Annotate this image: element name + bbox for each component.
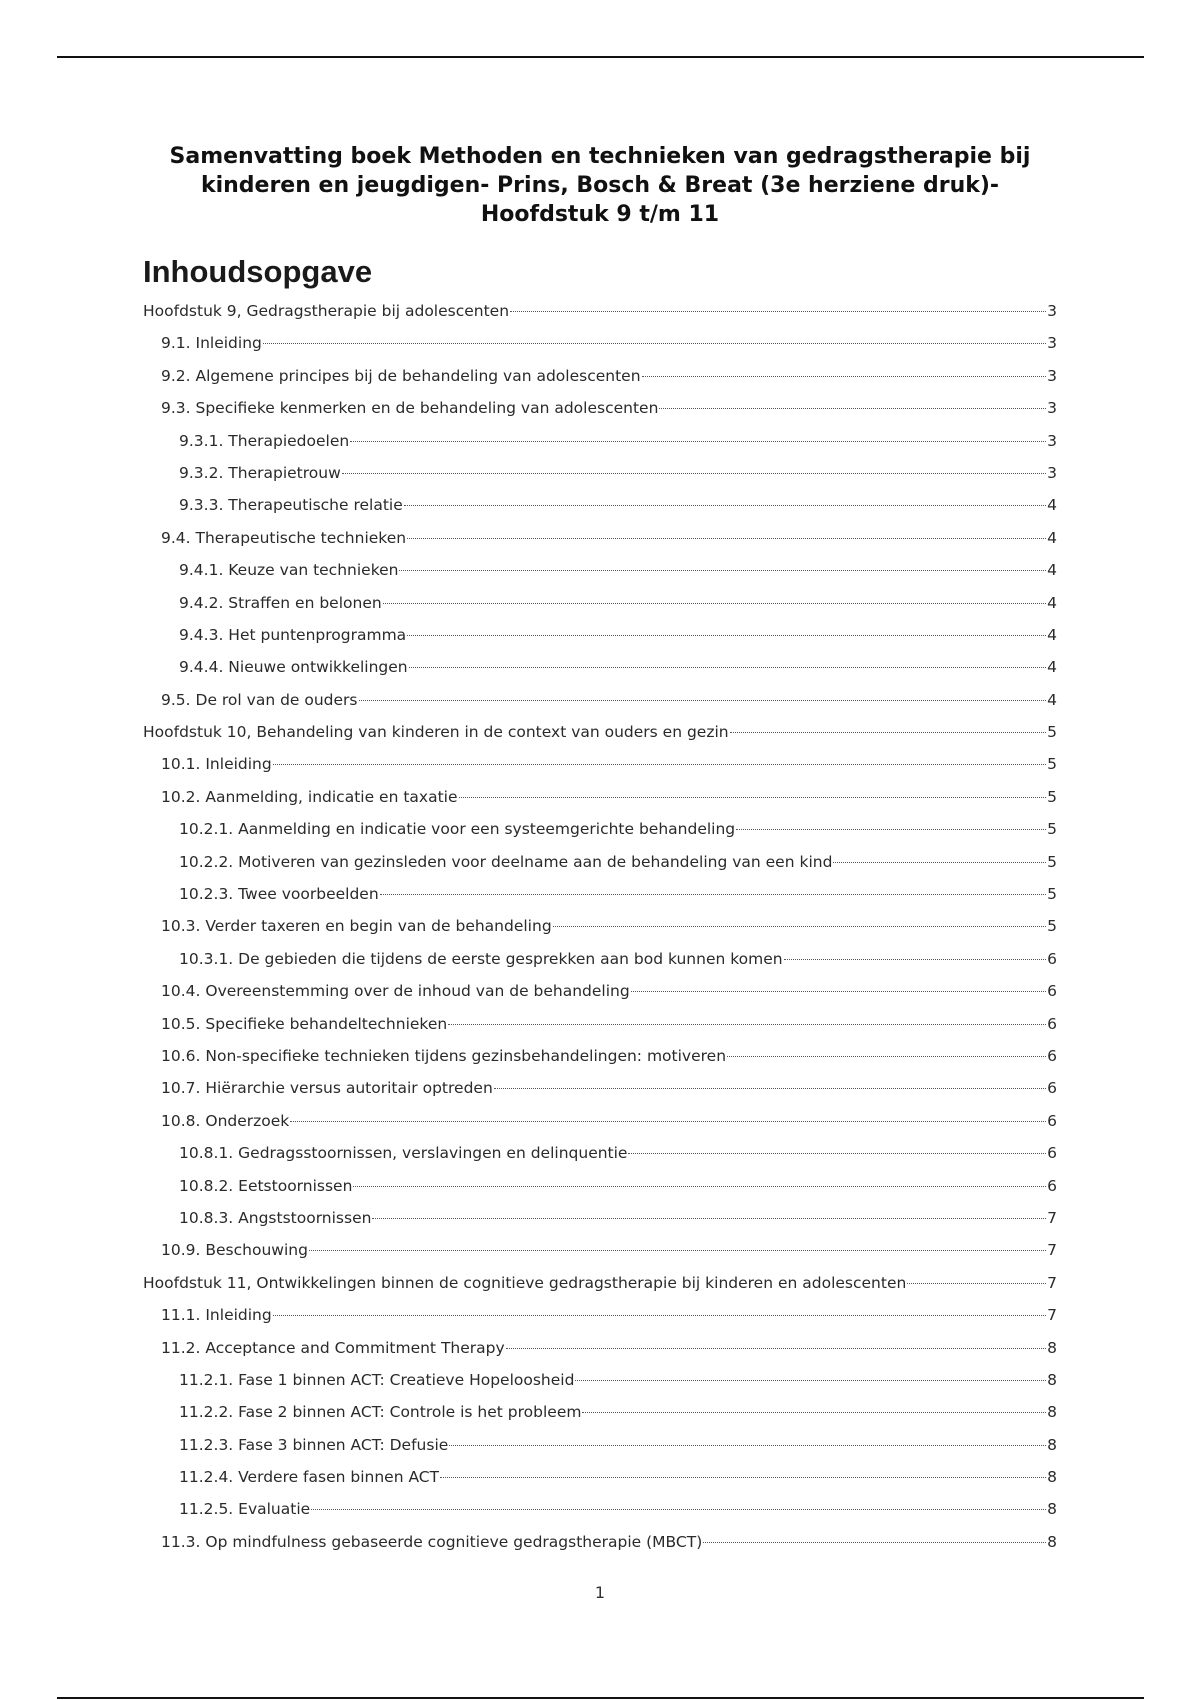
toc-entry[interactable] xyxy=(143,1144,1057,1176)
toc-entry-page: 8 xyxy=(1047,1500,1057,1519)
toc-entry-title: 10.4. Overeenstemming over de inhoud van de behandeling xyxy=(161,982,630,1001)
toc-entry[interactable] xyxy=(143,982,1057,1014)
toc-entry[interactable] xyxy=(143,885,1057,917)
toc-leader-dots xyxy=(263,343,1046,344)
toc-entry-page: 4 xyxy=(1047,593,1057,612)
toc-entry-title: 11.2.4. Verdere fasen binnen ACT xyxy=(179,1468,440,1487)
toc-entry-title: 10.2.1. Aanmelding en indicatie voor een systeemgerichte behandeling xyxy=(179,820,736,839)
toc-entry-page: 6 xyxy=(1047,1014,1057,1033)
toc-entry-title: 11.1. Inleiding xyxy=(161,1306,272,1325)
toc-entry[interactable] xyxy=(143,723,1057,755)
toc-entry-title: 10.8.1. Gedragsstoornissen, verslavingen en delinquentie xyxy=(179,1144,628,1163)
toc-leader-dots xyxy=(727,1056,1046,1057)
toc-leader-dots xyxy=(273,764,1046,765)
toc-entry-page: 5 xyxy=(1047,885,1057,904)
toc-entry[interactable] xyxy=(143,464,1057,496)
toc-entry-title: 9.2. Algemene principes bij de behandeling van adolescenten xyxy=(161,366,641,385)
toc-leader-dots xyxy=(409,667,1046,668)
toc-entry[interactable] xyxy=(143,1112,1057,1144)
toc-leader-dots xyxy=(582,1412,1046,1413)
toc-entry-title: 10.9. Beschouwing xyxy=(161,1241,308,1260)
toc-entry-page: 6 xyxy=(1047,1111,1057,1130)
toc-entry-page: 3 xyxy=(1047,366,1057,385)
toc-entry[interactable] xyxy=(143,1533,1057,1565)
toc-entry-page: 5 xyxy=(1047,917,1057,936)
toc-entry-title: 9.3. Specifieke kenmerken en de behandeling van adolescenten xyxy=(161,399,659,418)
toc-entry-page: 6 xyxy=(1047,982,1057,1001)
toc-entry-page: 4 xyxy=(1047,561,1057,580)
document-title-line: Hoofdstuk 9 t/m 11 xyxy=(480,202,720,227)
toc-entry-title: 10.2. Aanmelding, indicatie en taxatie xyxy=(161,787,458,806)
toc-entry[interactable] xyxy=(143,1306,1057,1338)
toc-entry-title: 10.2.2. Motiveren van gezinsleden voor deelname aan de behandeling van een kind xyxy=(179,852,833,871)
toc-entry[interactable] xyxy=(143,626,1057,658)
table-of-contents xyxy=(143,302,1057,1565)
toc-entry-page: 5 xyxy=(1047,787,1057,806)
toc-entry-title: 9.5. De rol van de ouders xyxy=(161,690,358,709)
toc-entry-page: 4 xyxy=(1047,528,1057,547)
toc-leader-dots xyxy=(342,473,1046,474)
toc-entry-page: 5 xyxy=(1047,852,1057,871)
toc-leader-dots xyxy=(907,1283,1046,1284)
toc-entry[interactable] xyxy=(143,1468,1057,1500)
top-rule xyxy=(57,56,1144,58)
toc-entry-title: 10.6. Non-specifieke technieken tijdens gezinsbehandelingen: motiveren xyxy=(161,1046,727,1065)
toc-entry[interactable] xyxy=(143,658,1057,690)
toc-entry-title: 9.3.2. Therapietrouw xyxy=(179,463,341,482)
toc-entry[interactable] xyxy=(143,561,1057,593)
toc-entry[interactable] xyxy=(143,529,1057,561)
toc-entry-title: 9.1. Inleiding xyxy=(161,334,262,353)
toc-leader-dots xyxy=(784,959,1047,960)
toc-entry-page: 7 xyxy=(1047,1273,1057,1292)
toc-leader-dots xyxy=(833,862,1046,863)
toc-entry-title: Hoofdstuk 10, Behandeling van kinderen in de context van ouders en gezin xyxy=(143,723,729,742)
toc-entry[interactable] xyxy=(143,1015,1057,1047)
toc-entry[interactable] xyxy=(143,1177,1057,1209)
toc-entry-title: 10.3.1. De gebieden die tijdens de eerste gesprekken aan bod kunnen komen xyxy=(179,949,783,968)
toc-entry[interactable] xyxy=(143,1403,1057,1435)
toc-leader-dots xyxy=(404,505,1046,506)
toc-entry-page: 8 xyxy=(1047,1403,1057,1422)
toc-leader-dots xyxy=(736,829,1046,830)
toc-entry-page: 8 xyxy=(1047,1370,1057,1389)
toc-entry-page: 4 xyxy=(1047,690,1057,709)
toc-leader-dots xyxy=(290,1121,1046,1122)
toc-entry[interactable] xyxy=(143,367,1057,399)
toc-entry[interactable] xyxy=(143,1500,1057,1532)
toc-leader-dots xyxy=(311,1509,1046,1510)
document-title-line: Samenvatting boek Methoden en technieken van gedragstherapie bij xyxy=(169,144,1031,169)
toc-entry-title: 10.8.3. Angststoornissen xyxy=(179,1208,372,1227)
toc-entry[interactable] xyxy=(143,302,1057,334)
toc-leader-dots xyxy=(730,732,1047,733)
toc-entry[interactable] xyxy=(143,950,1057,982)
toc-leader-dots xyxy=(380,894,1046,895)
toc-leader-dots xyxy=(273,1315,1046,1316)
document-title xyxy=(140,142,1060,229)
toc-entry-title: 10.8. Onderzoek xyxy=(161,1111,290,1130)
toc-entry-page: 6 xyxy=(1047,1079,1057,1098)
toc-leader-dots xyxy=(440,1477,1046,1478)
toc-leader-dots xyxy=(575,1380,1046,1381)
toc-leader-dots xyxy=(459,797,1047,798)
toc-leader-dots xyxy=(510,311,1046,312)
toc-leader-dots xyxy=(353,1186,1046,1187)
toc-entry-page: 4 xyxy=(1047,496,1057,515)
toc-leader-dots xyxy=(449,1445,1046,1446)
toc-entry-title: 11.2.1. Fase 1 binnen ACT: Creatieve Hopeloosheid xyxy=(179,1370,575,1389)
toc-entry[interactable] xyxy=(143,820,1057,852)
toc-entry[interactable] xyxy=(143,334,1057,366)
toc-entry[interactable] xyxy=(143,594,1057,626)
toc-entry-page: 3 xyxy=(1047,399,1057,418)
toc-entry-page: 5 xyxy=(1047,755,1057,774)
toc-leader-dots xyxy=(553,926,1046,927)
toc-entry-title: 9.3.3. Therapeutische relatie xyxy=(179,496,403,515)
toc-heading: Inhoudsopgave xyxy=(143,254,373,289)
toc-entry[interactable] xyxy=(143,1241,1057,1273)
toc-entry[interactable] xyxy=(143,755,1057,787)
toc-entry-title: 11.2.2. Fase 2 binnen ACT: Controle is het probleem xyxy=(179,1403,582,1422)
toc-leader-dots xyxy=(506,1348,1046,1349)
toc-entry[interactable] xyxy=(143,1047,1057,1079)
toc-leader-dots xyxy=(448,1024,1046,1025)
toc-leader-dots xyxy=(703,1542,1046,1543)
toc-leader-dots xyxy=(399,570,1046,571)
toc-entry[interactable] xyxy=(143,496,1057,528)
toc-entry-title: 11.2.3. Fase 3 binnen ACT: Defusie xyxy=(179,1435,449,1454)
toc-entry-page: 8 xyxy=(1047,1435,1057,1454)
toc-leader-dots xyxy=(407,635,1046,636)
toc-entry[interactable] xyxy=(143,917,1057,949)
toc-entry-page: 8 xyxy=(1047,1468,1057,1487)
toc-entry[interactable] xyxy=(143,788,1057,820)
toc-leader-dots xyxy=(309,1250,1046,1251)
toc-entry-page: 7 xyxy=(1047,1208,1057,1227)
toc-leader-dots xyxy=(350,441,1046,442)
toc-entry-title: 10.3. Verder taxeren en begin van de behandeling xyxy=(161,917,552,936)
toc-leader-dots xyxy=(383,603,1046,604)
toc-entry[interactable] xyxy=(143,1079,1057,1111)
toc-entry-title: 9.4. Therapeutische technieken xyxy=(161,528,407,547)
toc-entry-page: 6 xyxy=(1047,1046,1057,1065)
toc-leader-dots xyxy=(659,408,1046,409)
toc-entry[interactable] xyxy=(143,1436,1057,1468)
toc-entry[interactable] xyxy=(143,1274,1057,1306)
toc-entry-page: 5 xyxy=(1047,723,1057,742)
toc-entry-page: 5 xyxy=(1047,820,1057,839)
toc-entry[interactable] xyxy=(143,399,1057,431)
toc-leader-dots xyxy=(642,376,1047,377)
toc-entry-title: 9.4.3. Het puntenprogramma xyxy=(179,625,407,644)
toc-entry-title: 9.4.1. Keuze van technieken xyxy=(179,561,399,580)
toc-entry-page: 7 xyxy=(1047,1306,1057,1325)
toc-entry-title: 10.7. Hiërarchie versus autoritair optreden xyxy=(161,1079,493,1098)
toc-entry-page: 7 xyxy=(1047,1241,1057,1260)
bottom-rule xyxy=(57,1697,1144,1699)
toc-entry-page: 6 xyxy=(1047,1176,1057,1195)
document-title-line: kinderen en jeugdigen- Prins, Bosch & Breat (3e herziene druk)- xyxy=(200,173,1000,198)
toc-leader-dots xyxy=(359,700,1047,701)
toc-leader-dots xyxy=(407,538,1046,539)
toc-entry-page: 4 xyxy=(1047,625,1057,644)
toc-entry-title: 10.8.2. Eetstoornissen xyxy=(179,1176,353,1195)
toc-entry[interactable] xyxy=(143,432,1057,464)
toc-entry-page: 3 xyxy=(1047,334,1057,353)
toc-entry-title: 10.1. Inleiding xyxy=(161,755,272,774)
toc-entry-title: 11.2. Acceptance and Commitment Therapy xyxy=(161,1338,505,1357)
toc-entry-page: 8 xyxy=(1047,1338,1057,1357)
toc-leader-dots xyxy=(628,1153,1046,1154)
toc-leader-dots xyxy=(494,1088,1046,1089)
toc-entry-title: 10.2.3. Twee voorbeelden xyxy=(179,885,379,904)
toc-entry-page: 8 xyxy=(1047,1532,1057,1551)
toc-entry[interactable] xyxy=(143,1209,1057,1241)
toc-entry-title: 9.4.2. Straffen en belonen xyxy=(179,593,382,612)
toc-entry-page: 3 xyxy=(1047,302,1057,320)
toc-entry-title: 9.4.4. Nieuwe ontwikkelingen xyxy=(179,658,408,677)
toc-entry-title: 11.3. Op mindfulness gebaseerde cognitieve gedragstherapie (MBCT) xyxy=(161,1532,703,1551)
page-number: 1 xyxy=(594,1583,606,1602)
toc-entry-title: 9.3.1. Therapiedoelen xyxy=(179,431,350,450)
toc-entry-page: 4 xyxy=(1047,658,1057,677)
toc-entry-title: 10.5. Specifieke behandeltechnieken xyxy=(161,1014,448,1033)
toc-entry[interactable] xyxy=(143,691,1057,723)
toc-entry-page: 6 xyxy=(1047,1144,1057,1163)
toc-entry-title: Hoofdstuk 9, Gedragstherapie bij adolescenten xyxy=(143,302,510,320)
toc-entry-page: 3 xyxy=(1047,463,1057,482)
toc-leader-dots xyxy=(631,991,1046,992)
toc-entry[interactable] xyxy=(143,853,1057,885)
toc-entry[interactable] xyxy=(143,1371,1057,1403)
toc-entry-page: 3 xyxy=(1047,431,1057,450)
toc-entry-title: 11.2.5. Evaluatie xyxy=(179,1500,311,1519)
toc-entry-title: Hoofdstuk 11, Ontwikkelingen binnen de cognitieve gedragstherapie bij kinderen en adolescenten xyxy=(143,1273,907,1292)
toc-leader-dots xyxy=(372,1218,1046,1219)
toc-entry[interactable] xyxy=(143,1339,1057,1371)
toc-entry-page: 6 xyxy=(1047,949,1057,968)
